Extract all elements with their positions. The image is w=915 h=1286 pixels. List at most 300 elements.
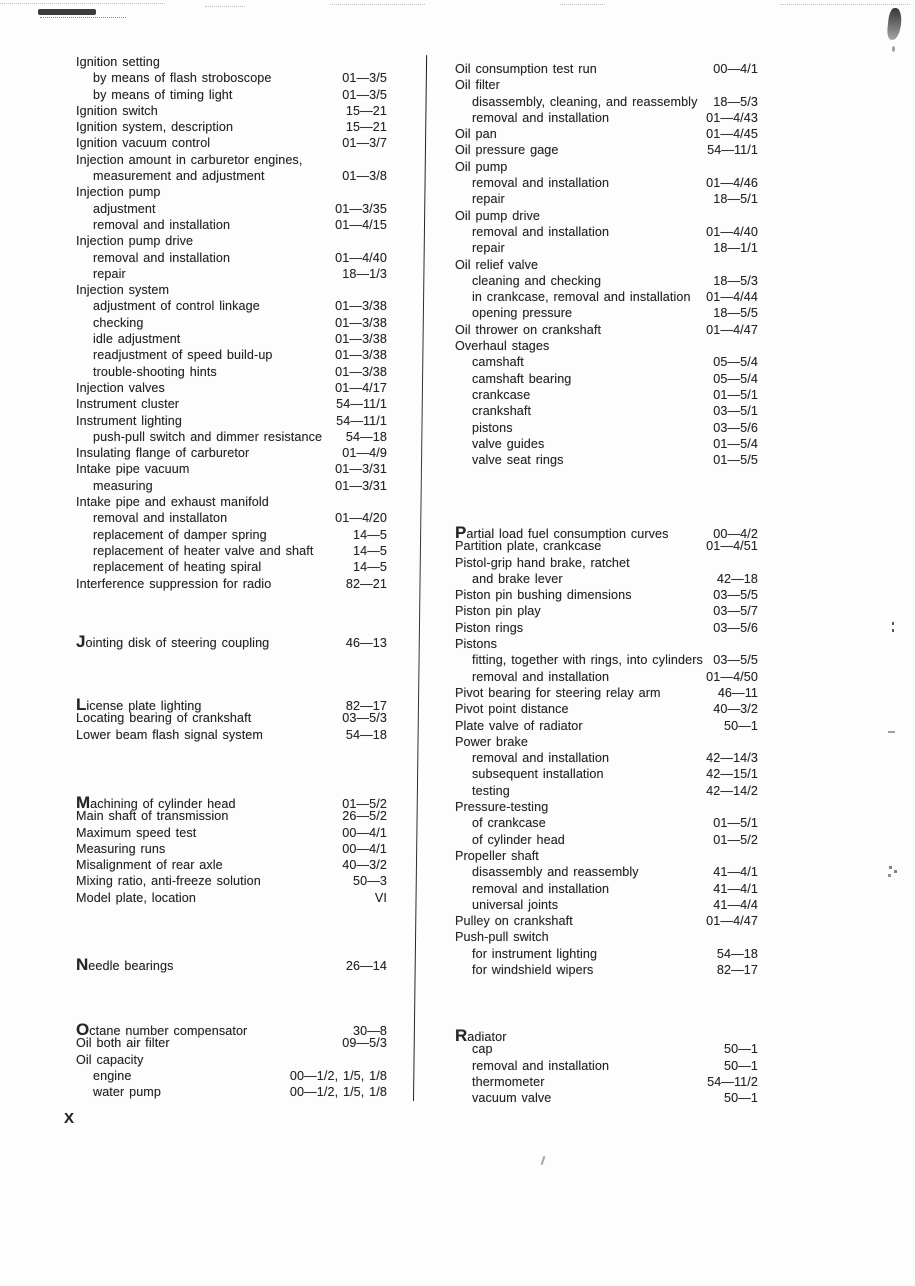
index-entry-page-ref: 01—4/20	[335, 511, 387, 526]
index-entry	[455, 176, 758, 192]
index-entry-label: removal and installation	[93, 217, 231, 232]
index-entry	[455, 1091, 758, 1107]
index-entry-label: thermometer	[472, 1074, 545, 1089]
index-entry-page-ref: 03—5/1	[713, 404, 758, 419]
index-entry-label: Propeller shaft	[455, 848, 539, 863]
index-entry-label: Ignition setting	[76, 55, 161, 69]
scan-ink-blot	[886, 7, 902, 40]
index-entry-page-ref: 01—4/50	[706, 669, 758, 684]
index-entry-page-ref: 42—15/1	[706, 767, 758, 782]
index-entry-label: Plate valve of radiator	[455, 718, 583, 733]
index-entry	[455, 160, 758, 176]
index-entry-label: fitting, together with rings, into cylinders	[472, 653, 703, 668]
index-entry-page-ref: 03—5/6	[713, 420, 758, 435]
index-entry-label: in crankcase, removal and installation	[472, 290, 691, 305]
index-entry	[76, 1053, 387, 1069]
index-entry-label: Maximum speed test	[76, 825, 197, 840]
index-entry-page-ref: 50—1	[723, 1042, 758, 1057]
index-entry-label: removal and installaton	[93, 511, 228, 526]
index-entry	[455, 930, 758, 946]
index-entry-label: Oil relief valve	[455, 257, 539, 272]
index-entry	[76, 365, 387, 381]
index-entry	[76, 251, 387, 267]
index-entry-page-ref: 01—4/15	[335, 217, 387, 232]
index-entry	[455, 719, 758, 735]
index-entry	[455, 404, 758, 420]
index-entry	[76, 316, 387, 332]
index-entry-page-ref: 82—17	[716, 963, 758, 978]
index-entry-page-ref: 50—3	[352, 874, 387, 889]
index-entry-label: for windshield wipers	[472, 963, 594, 978]
index-entry	[76, 544, 387, 560]
index-entry	[76, 1069, 387, 1085]
index-entry	[455, 702, 758, 718]
index-entry-label: removal and installation	[472, 751, 610, 766]
index-entry-label: Needle bearings	[76, 955, 174, 974]
index-entry-label: Oil filter	[455, 78, 500, 93]
index-entry	[76, 462, 387, 478]
index-group	[76, 55, 387, 593]
index-entry-label: cap	[472, 1042, 493, 1057]
index-entry-label: readjustment of speed build-up	[93, 348, 273, 363]
index-entry	[455, 209, 758, 225]
index-entry-page-ref: 46—13	[345, 636, 387, 650]
index-entry-page-ref: 54—11/2	[707, 1074, 758, 1089]
index-entry-page-ref: 14—5	[352, 560, 387, 575]
index-entry-label: Pulley on crankshaft	[455, 914, 573, 929]
page-number: X	[64, 1110, 75, 1127]
index-entry-label: Intake pipe and exhaust manifold	[76, 495, 269, 510]
index-entry-page-ref: 01—4/47	[706, 322, 758, 337]
index-entry	[455, 388, 758, 404]
index-entry	[455, 306, 758, 322]
index-entry	[76, 858, 387, 874]
index-entry	[455, 241, 758, 257]
index-entry-page-ref: 09—5/3	[342, 1036, 387, 1051]
index-entry	[76, 511, 387, 527]
index-group	[76, 955, 387, 974]
index-entry-page-ref: 40—3/2	[713, 702, 758, 717]
index-entry	[76, 185, 387, 201]
index-entry-label: Injection pump drive	[76, 234, 194, 249]
index-entry	[455, 849, 758, 865]
index-entry-page-ref: 18—5/3	[713, 273, 758, 288]
scan-noise-dotline	[0, 3, 165, 4]
index-entry	[76, 71, 387, 87]
index-entry-page-ref: 00—1/2, 1/5, 1/8	[289, 1085, 387, 1100]
index-entry-label: of crankcase	[472, 816, 546, 831]
index-entry-label: and brake lever	[472, 571, 563, 586]
index-entry-label: Pistons	[455, 637, 497, 652]
index-entry	[76, 695, 387, 714]
index-entry-label: opening pressure	[472, 306, 573, 321]
index-entry-label: Octane number compensator	[76, 1020, 248, 1039]
index-entry	[76, 104, 387, 120]
index-entry-page-ref: 41—4/4	[713, 897, 758, 912]
index-entry-label: idle adjustment	[93, 332, 181, 347]
index-entry-page-ref: 01—5/5	[713, 453, 758, 468]
index-entry	[455, 62, 758, 78]
index-entry-page-ref: 41—4/1	[713, 865, 758, 880]
scan-noise-dotline	[780, 4, 910, 5]
index-entry-label: crankshaft	[472, 404, 532, 419]
index-entry	[455, 421, 758, 437]
index-entry-label: adjustment	[93, 201, 156, 216]
index-entry-label: measuring	[93, 478, 153, 493]
index-entry-label: Oil both air filter	[76, 1036, 170, 1051]
section-lead-letter: M	[76, 793, 91, 812]
index-entry	[455, 882, 758, 898]
index-entry-page-ref: 15—21	[345, 103, 387, 118]
index-entry-page-ref: 01—4/47	[706, 914, 758, 929]
index-entry-label: Overhaul stages	[455, 339, 550, 354]
column-divider-line	[413, 55, 427, 1101]
index-entry-label: disassembly and reassembly	[472, 865, 639, 880]
index-entry	[455, 355, 758, 371]
index-entry-label: replacement of heating spiral	[93, 560, 262, 575]
index-entry-page-ref: 46—11	[717, 685, 758, 700]
index-entry	[76, 234, 387, 250]
index-entry	[455, 963, 758, 979]
index-entry-label: Oil thrower on crankshaft	[455, 322, 602, 337]
index-entry	[455, 572, 758, 588]
index-entry	[455, 1075, 758, 1091]
index-entry-page-ref: 01—5/4	[713, 436, 758, 451]
index-entry-label: Injection pump	[76, 185, 161, 200]
index-entry-label: Ignition vacuum control	[76, 136, 211, 151]
index-entry	[455, 143, 758, 159]
index-entry	[76, 1020, 387, 1039]
index-entry-page-ref: 82—21	[345, 576, 387, 591]
index-entry-label: engine	[93, 1068, 132, 1083]
index-entry-label: adjustment of control linkage	[93, 299, 260, 314]
index-entry	[455, 604, 758, 620]
index-entry	[76, 299, 387, 315]
index-entry-page-ref: 50—1	[723, 1058, 758, 1073]
index-entry-page-ref: 01—4/45	[706, 127, 758, 142]
index-entry-page-ref: 15—21	[345, 120, 387, 135]
index-entry-label: valve seat rings	[472, 453, 564, 468]
index-entry	[76, 202, 387, 218]
index-entry	[455, 621, 758, 637]
index-entry	[76, 414, 387, 430]
index-entry-page-ref: 01—4/51	[706, 539, 758, 554]
index-entry-label: Ignition switch	[76, 103, 158, 118]
index-entry	[76, 560, 387, 576]
index-entry	[76, 874, 387, 890]
index-entry	[455, 816, 758, 832]
index-entry	[455, 274, 758, 290]
index-entry-label: testing	[472, 783, 510, 798]
index-entry-label: push-pull switch and dimmer resistance	[93, 429, 323, 444]
index-entry-page-ref: 54—18	[345, 429, 387, 444]
index-entry-page-ref: 54—11/1	[707, 143, 758, 158]
index-entry-page-ref: 18—5/3	[713, 94, 758, 109]
index-group	[455, 62, 758, 469]
section-lead-letter: N	[76, 955, 89, 974]
index-entry-page-ref: 50—1	[723, 718, 758, 733]
index-entry-label: Push-pull switch	[455, 930, 549, 945]
index-entry-label: removal and installation	[472, 224, 610, 239]
index-entry-label: Pivot point distance	[455, 702, 569, 717]
index-entry-label: Machining of cylinder head	[76, 793, 236, 812]
index-entry-label: Piston pin bushing dimensions	[455, 588, 632, 603]
index-entry	[76, 283, 387, 299]
index-entry-page-ref: 18—1/1	[713, 241, 758, 256]
index-entry-label: Pressure-testing	[455, 800, 549, 815]
index-entry-label: replacement of heater valve and shaft	[93, 543, 314, 558]
index-entry-page-ref: 00—4/2	[713, 527, 758, 541]
index-entry-page-ref: 05—5/4	[713, 355, 758, 370]
index-entry-label: Model plate, location	[76, 890, 197, 905]
index-entry	[455, 784, 758, 800]
index-entry-label: Injection amount in carburetor engines,	[76, 152, 303, 167]
index-entry-page-ref: 01—4/43	[706, 110, 758, 125]
index-group	[76, 695, 387, 744]
index-entry	[455, 127, 758, 143]
index-entry-label: universal joints	[472, 897, 559, 912]
index-entry-label: checking	[93, 315, 144, 330]
section-lead-letter: P	[455, 523, 467, 542]
index-entry	[455, 800, 758, 816]
index-entry-page-ref: 05—5/4	[713, 371, 758, 386]
index-entry	[76, 88, 387, 104]
index-entry-label: Partition plate, crankcase	[455, 539, 602, 554]
index-entry-page-ref: 01—4/17	[335, 380, 387, 395]
index-entry-label: Mixing ratio, anti-freeze solution	[76, 874, 261, 889]
index-entry	[455, 865, 758, 881]
index-entry-page-ref: 54—18	[716, 946, 758, 961]
index-entry	[455, 767, 758, 783]
index-entry-page-ref: 03—5/7	[713, 604, 758, 619]
index-entry-label: by means of flash stroboscope	[93, 71, 272, 86]
index-entry-label: Locating bearing of crankshaft	[76, 711, 252, 726]
index-entry-page-ref: 50—1	[723, 1091, 758, 1106]
scan-fleck	[541, 1156, 546, 1165]
index-group	[455, 523, 758, 979]
index-entry-label: removal and installation	[472, 176, 610, 191]
index-entry	[76, 528, 387, 544]
index-entry-label: removal and installation	[472, 669, 610, 684]
index-entry-page-ref: 01—5/1	[713, 816, 758, 831]
index-entry-label: Pistol-grip hand brake, ratchet	[455, 555, 630, 570]
index-entry-label: Oil pump	[455, 159, 508, 174]
index-entry-page-ref: 82—17	[345, 699, 387, 713]
index-entry-label: repair	[472, 241, 505, 256]
index-entry-page-ref: 54—18	[345, 727, 387, 742]
index-entry	[76, 842, 387, 858]
index-entry-label: removal and installation	[93, 250, 231, 265]
index-entry	[76, 711, 387, 727]
index-entry	[455, 637, 758, 653]
index-entry-page-ref: 00—4/1	[342, 825, 387, 840]
scan-fleck	[892, 46, 895, 52]
index-entry-page-ref: 00—4/1	[342, 841, 387, 856]
index-entry-page-ref: 01—3/38	[335, 315, 387, 330]
index-entry	[455, 453, 758, 469]
scan-noise-dotline	[330, 4, 425, 5]
index-group	[76, 632, 387, 651]
index-entry-page-ref: 00—1/2, 1/5, 1/8	[289, 1068, 387, 1083]
index-group	[76, 1020, 387, 1101]
index-entry-label: Interference suppression for radio	[76, 576, 272, 591]
index-entry-label: Ignition system, description	[76, 120, 234, 135]
index-group	[455, 1026, 758, 1107]
index-entry-page-ref: 18—5/5	[713, 306, 758, 321]
index-entry	[455, 1059, 758, 1075]
index-entry-page-ref: 03—5/6	[713, 620, 758, 635]
index-entry-page-ref: 01—5/2	[342, 797, 387, 811]
index-entry-page-ref: 01—4/40	[335, 250, 387, 265]
scan-smudge	[40, 17, 126, 20]
index-entry-label: Power brake	[455, 734, 528, 749]
index-entry	[76, 397, 387, 413]
index-entry-label: Lower beam flash signal system	[76, 727, 263, 742]
index-entry	[455, 653, 758, 669]
index-entry-page-ref: 42—14/3	[706, 751, 758, 766]
index-entry	[76, 430, 387, 446]
section-lead-letter: L	[76, 695, 87, 714]
index-entry	[455, 914, 758, 930]
index-entry-page-ref: 01—3/35	[335, 201, 387, 216]
scan-fleck	[889, 866, 892, 869]
index-entry-label: replacement of damper spring	[93, 527, 267, 542]
index-entry-label: cleaning and checking	[472, 273, 602, 288]
index-entry-page-ref: 01—3/38	[335, 348, 387, 363]
index-entry-label: Measuring runs	[76, 841, 166, 856]
index-entry-label: for instrument lighting	[472, 946, 598, 961]
index-entry-label: Oil pressure gage	[455, 143, 559, 158]
section-lead-letter: O	[76, 1020, 90, 1039]
index-entry-page-ref: 01—3/38	[335, 364, 387, 379]
index-entry	[455, 1026, 758, 1045]
index-entry	[76, 826, 387, 842]
index-entry-label: Misalignment of rear axle	[76, 858, 223, 873]
index-entry-label: Piston pin play	[455, 604, 541, 619]
index-entry-label: repair	[93, 266, 126, 281]
index-entry-page-ref: 26—5/2	[342, 809, 387, 824]
index-entry	[455, 192, 758, 208]
index-entry-label: pistons	[472, 420, 513, 435]
index-entry-label: Oil capacity	[76, 1052, 144, 1067]
index-entry	[455, 290, 758, 306]
index-entry-page-ref: 01—5/1	[713, 387, 758, 402]
index-entry	[76, 55, 387, 71]
index-entry	[76, 348, 387, 364]
index-entry	[76, 479, 387, 495]
index-entry	[76, 577, 387, 593]
index-entry-page-ref: 01—5/2	[713, 832, 758, 847]
index-entry-label: License plate lighting	[76, 695, 202, 714]
index-entry-page-ref: 01—3/31	[335, 462, 387, 477]
index-group	[76, 793, 387, 907]
index-entry-page-ref: 00—4/1	[713, 62, 758, 76]
index-entry-label: removal and installation	[472, 110, 610, 125]
index-entry-label: trouble-shooting hints	[93, 364, 217, 379]
index-entry-page-ref: 01—3/8	[342, 169, 387, 184]
scan-fleck	[888, 731, 895, 733]
index-entry-page-ref: 14—5	[352, 527, 387, 542]
index-entry-label: Oil pump drive	[455, 208, 540, 223]
index-entry	[76, 267, 387, 283]
index-entry-label: Jointing disk of steering coupling	[76, 632, 270, 651]
index-entry-label: Radiator	[455, 1026, 507, 1045]
index-entry-page-ref: 01—3/7	[342, 136, 387, 151]
section-lead-letter: J	[76, 632, 86, 651]
index-entry	[455, 258, 758, 274]
index-entry	[455, 523, 758, 542]
index-entry-label: measurement and adjustment	[93, 169, 265, 184]
index-entry-label: Piston rings	[455, 620, 524, 635]
index-entry	[76, 169, 387, 185]
index-entry-label: camshaft bearing	[472, 371, 572, 386]
index-entry-page-ref: 14—5	[352, 543, 387, 558]
section-lead-letter: R	[455, 1026, 468, 1045]
index-entry-label: Intake pipe vacuum	[76, 462, 190, 477]
index-entry-label: by means of timing light	[93, 87, 233, 102]
index-entry-label: removal and installation	[472, 881, 610, 896]
index-entry	[455, 111, 758, 127]
scan-noise-dotline	[205, 6, 245, 7]
index-entry	[76, 495, 387, 511]
index-entry	[76, 446, 387, 462]
index-entry-label: crankcase	[472, 387, 531, 402]
index-entry	[455, 78, 758, 94]
index-entry	[76, 153, 387, 169]
index-entry	[455, 437, 758, 453]
index-entry-label: of cylinder head	[472, 832, 565, 847]
index-entry	[76, 381, 387, 397]
index-entry-label: camshaft	[472, 355, 524, 370]
index-entry-page-ref: 41—4/1	[713, 881, 758, 896]
index-entry-page-ref: 03—5/5	[713, 588, 758, 603]
index-entry	[455, 372, 758, 388]
index-entry	[455, 898, 758, 914]
index-entry	[455, 323, 758, 339]
index-entry-page-ref: 01—3/5	[342, 71, 387, 86]
index-entry	[455, 225, 758, 241]
index-entry-page-ref: 01—3/38	[335, 332, 387, 347]
index-entry-label: valve guides	[472, 436, 545, 451]
index-entry-page-ref: 01—3/5	[342, 87, 387, 102]
index-entry	[76, 955, 387, 974]
index-entry-page-ref: 42—18	[716, 571, 758, 586]
scan-smudge	[38, 9, 96, 15]
index-entry	[455, 735, 758, 751]
index-entry	[76, 136, 387, 152]
index-entry-page-ref: 54—11/1	[336, 413, 387, 428]
index-entry	[455, 686, 758, 702]
index-entry-label: Pivot bearing for steering relay arm	[455, 685, 661, 700]
index-entry-label: vacuum valve	[472, 1091, 552, 1106]
index-entry	[76, 1085, 387, 1101]
index-entry	[455, 751, 758, 767]
index-entry	[76, 728, 387, 744]
index-entry-page-ref: VI	[374, 890, 387, 905]
index-entry-label: Oil consumption test run	[455, 62, 597, 76]
index-entry	[76, 332, 387, 348]
index-entry	[76, 218, 387, 234]
index-entry-page-ref: 01—3/38	[335, 299, 387, 314]
index-entry	[455, 339, 758, 355]
index-entry-page-ref: 01—4/40	[706, 224, 758, 239]
index-entry-page-ref: 30—8	[352, 1024, 387, 1038]
index-entry	[76, 793, 387, 812]
index-entry	[76, 891, 387, 907]
index-entry-page-ref: 03—5/5	[713, 653, 758, 668]
index-entry	[455, 670, 758, 686]
index-entry	[455, 947, 758, 963]
